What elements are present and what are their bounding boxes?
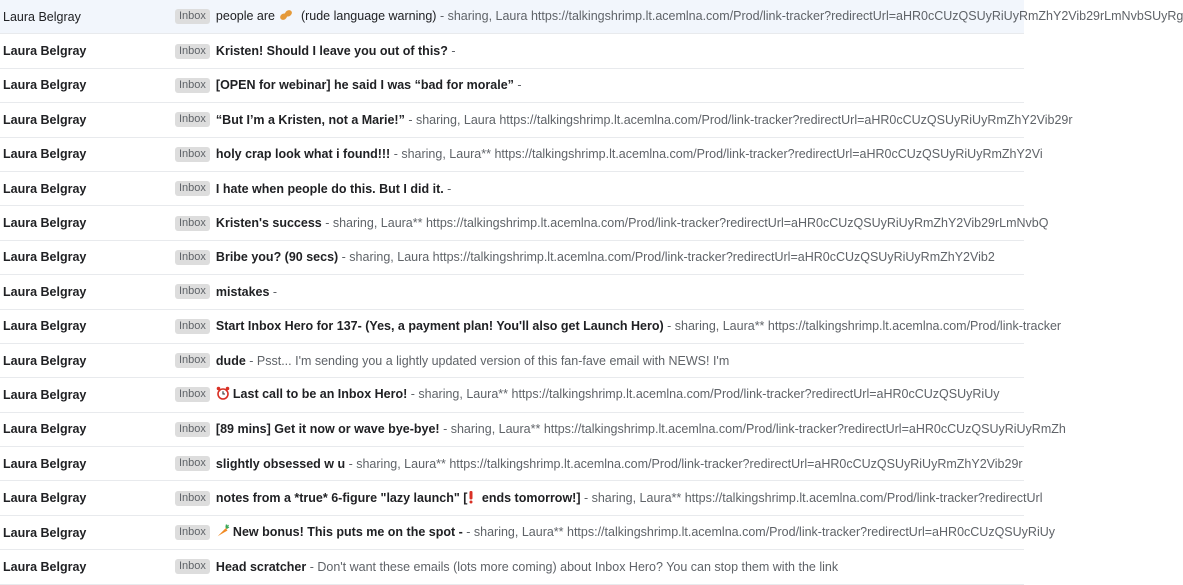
inbox-label-badge[interactable]: Inbox — [175, 525, 210, 540]
email-subject — [216, 78, 514, 92]
email-subject — [216, 250, 338, 264]
email-snippet: - sharing, Laura https://talkingshrimp.lt.acemlna.com/Prod/link-tracker?redirectUrl=aHR0cCUzQSUyRiUyRmZhY2Vib2 — [338, 250, 995, 265]
email-snippet: - sharing, Laura** https://talkingshrimp.lt.acemlna.com/Prod/link-tracker?redirectUrl — [580, 490, 1043, 505]
email-content — [175, 78, 988, 93]
email-snippet: - sharing, Laura** https://talkingshrimp.lt.acemlna.com/Prod/link-tracker?redirectUrl=aHR0cCUzQSUyRiUyRmZh — [439, 422, 1066, 437]
email-snippet: - sharing, Laura** https://talkingshrimp.lt.acemlna.com/Prod/link-tracker?redirectUrl=aHR0cCUzQSUyRiUyRmZhY2Vib29rLmNvbQ — [321, 216, 1049, 231]
email-subject — [216, 457, 345, 471]
inbox-label-badge[interactable]: Inbox — [175, 216, 210, 231]
email-text-line — [215, 490, 1043, 507]
email-sender: Laura Belgray — [3, 387, 87, 402]
email-subject — [216, 354, 246, 368]
email-content — [175, 44, 988, 59]
email-subject-text: slightly obsessed w u — [215, 456, 346, 471]
email-text-line — [215, 112, 1073, 127]
email-subject-text: dude — [215, 353, 246, 368]
email-content — [175, 456, 1023, 471]
email-subject-text: Kristen! Should I leave you out of this? — [215, 44, 448, 59]
email-text-line — [215, 147, 1043, 162]
email-text-line — [216, 386, 1000, 403]
email-snippet: - sharing, Laura** https://talkingshrimp.lt.acemlna.com/Prod/link-tracker — [663, 319, 1062, 334]
email-content — [175, 319, 1062, 334]
email-subject-text: New bonus! This puts me on the spot - — [232, 525, 463, 540]
email-subject — [216, 285, 270, 299]
email-subject — [216, 319, 664, 333]
email-text-line — [216, 524, 1055, 541]
email-subject-text: Bribe you? (90 secs) — [215, 250, 339, 265]
email-text-line — [216, 182, 451, 196]
email-text-line — [215, 250, 995, 265]
inbox-label-badge[interactable]: Inbox — [175, 181, 210, 196]
email-subject-text: Head scratcher — [215, 559, 307, 574]
inbox-label-badge[interactable]: Inbox — [175, 78, 210, 93]
email-row[interactable] — [0, 550, 1024, 584]
inbox-label-badge[interactable]: Inbox — [175, 147, 210, 162]
email-text-line — [215, 8, 1183, 25]
email-sender: Laura Belgray — [3, 181, 87, 196]
email-subject-end: ends tomorrow!] — [478, 490, 581, 505]
email-snippet: - sharing, Laura** https://talkingshrimp.lt.acemlna.com/Prod/link-tracker?redirectUrl=aHR0cCUzQSUyRiUyRmZhY2Vi — [390, 147, 1043, 162]
inbox-label-badge[interactable]: Inbox — [175, 250, 210, 265]
email-sender: Laura Belgray — [3, 456, 87, 471]
email-snippet: - — [443, 181, 452, 196]
email-snippet: - sharing, Laura** https://talkingshrimp.lt.acemlna.com/Prod/link-tracker?redirectUrl=aHR0cCUzQSUyRiUy — [462, 525, 1055, 540]
email-subject-text: Kristen's success — [215, 216, 322, 231]
email-subject — [216, 422, 440, 436]
email-row[interactable] — [0, 310, 1062, 344]
email-text-line — [215, 456, 1023, 471]
email-sender: Laura Belgray — [3, 559, 87, 574]
email-row[interactable] — [0, 34, 1024, 68]
email-sender: Laura Belgray — [3, 422, 87, 437]
email-subject-text: Start Inbox Hero for 137- (Yes, a payment plan! You'll also get Launch Hero) — [215, 319, 664, 334]
email-subject — [216, 147, 390, 161]
email-sender: Laura Belgray — [3, 284, 87, 299]
inbox-label-badge[interactable]: Inbox — [175, 44, 210, 59]
email-snippet: - sharing, Laura** https://talkingshrimp.lt.acemlna.com/Prod/link-tracker?redirectUrl=aHR0cCUzQSUyRiUy — [407, 387, 1000, 402]
peanut-icon — [278, 8, 294, 25]
email-content — [175, 524, 1055, 541]
email-subject — [216, 182, 444, 196]
email-text-line — [216, 560, 838, 574]
email-content — [175, 422, 1066, 437]
email-row[interactable] — [0, 241, 1024, 275]
inbox-label-badge[interactable]: Inbox — [175, 353, 210, 368]
email-row[interactable] — [0, 0, 1183, 34]
email-subject — [216, 387, 407, 401]
email-row[interactable] — [0, 378, 1024, 412]
inbox-label-badge[interactable]: Inbox — [175, 112, 210, 127]
exclamation-icon — [467, 490, 475, 507]
email-subject-start: people are — [215, 9, 279, 24]
email-content — [175, 8, 1183, 25]
email-subject — [216, 44, 448, 58]
email-sender: Laura Belgray — [3, 44, 87, 59]
email-row[interactable] — [0, 481, 1043, 515]
inbox-label-badge[interactable]: Inbox — [175, 456, 210, 471]
email-text-line — [215, 319, 1062, 334]
email-subject-text: [OPEN for webinar] he said I was “bad for morale” — [215, 78, 514, 93]
email-content — [175, 181, 988, 196]
email-sender: Laura Belgray — [3, 319, 87, 334]
email-snippet: - — [513, 78, 522, 93]
email-text-line — [216, 44, 456, 58]
email-subject — [216, 560, 306, 574]
email-snippet: - sharing, Laura https://talkingshrimp.lt.acemlna.com/Prod/link-tracker?redirectUrl=aHR0cCUzQSUyRiUyRmZhY2Vib29rLmNvbSUyRg — [436, 9, 1183, 24]
email-content — [175, 147, 1043, 162]
inbox-label-badge[interactable]: Inbox — [175, 387, 210, 402]
email-content — [175, 353, 988, 368]
email-sender: Laura Belgray — [3, 112, 87, 127]
email-text-line — [215, 216, 1049, 231]
email-snippet: - Don't want these emails (lots more coming) about Inbox Hero? You can stop them with the link — [306, 559, 839, 574]
email-content — [175, 386, 1000, 403]
email-content — [175, 284, 988, 299]
email-text-line — [216, 354, 729, 368]
email-snippet: - sharing, Laura** https://talkingshrimp.lt.acemlna.com/Prod/link-tracker?redirectUrl=aHR0cCUzQSUyRiUyRmZhY2Vib29r — [345, 456, 1023, 471]
inbox-label-badge[interactable]: Inbox — [175, 9, 210, 24]
email-subject-text: holy crap look what i found!!! — [215, 147, 391, 162]
email-row[interactable] — [0, 413, 1066, 447]
email-row[interactable] — [0, 516, 1055, 550]
email-content — [175, 490, 1043, 507]
email-subject — [216, 525, 463, 539]
email-subject — [216, 216, 322, 230]
email-content — [175, 250, 995, 265]
email-text-line — [216, 78, 522, 92]
email-text-line — [215, 422, 1066, 437]
email-snippet: - — [447, 44, 456, 59]
alarm-clock-icon — [216, 386, 230, 403]
inbox-label-badge[interactable]: Inbox — [175, 319, 210, 334]
email-subject — [216, 113, 405, 127]
email-sender: Laura Belgray — [3, 525, 87, 540]
email-subject-end: (rude language warning) — [297, 9, 437, 24]
email-content — [175, 112, 1073, 127]
email-sender: Laura Belgray — [3, 250, 87, 265]
email-row[interactable] — [0, 103, 1073, 137]
email-row[interactable] — [0, 69, 1024, 103]
inbox-label-badge[interactable]: Inbox — [175, 284, 210, 299]
email-row[interactable] — [0, 447, 1024, 481]
email-sender: Laura Belgray — [3, 216, 87, 231]
inbox-label-badge[interactable]: Inbox — [175, 491, 210, 506]
email-sender: Laura Belgray — [3, 491, 87, 506]
inbox-label-badge[interactable]: Inbox — [175, 422, 210, 437]
email-sender: Laura Belgray — [3, 9, 81, 24]
email-subject-text: [89 mins] Get it now or wave bye-bye! — [215, 422, 440, 437]
email-content — [175, 216, 1049, 231]
email-snippet: - Psst... I'm sending you a lightly updated version of this fan-fave email with NEWS! I'm — [245, 353, 730, 368]
email-sender: Laura Belgray — [3, 147, 87, 162]
email-subject — [216, 9, 437, 23]
email-sender: Laura Belgray — [3, 353, 87, 368]
email-subject-text: Last call to be an Inbox Hero! — [232, 387, 408, 402]
email-row[interactable] — [0, 138, 1043, 172]
email-row[interactable] — [0, 206, 1049, 240]
email-row[interactable] — [0, 275, 1024, 309]
email-subject-text: mistakes — [215, 284, 270, 299]
email-snippet: - — [269, 284, 278, 299]
email-subject-text: “But I’m a Kristen, not a Marie!” — [215, 112, 405, 127]
email-sender: Laura Belgray — [3, 78, 87, 93]
email-text-line — [216, 285, 277, 299]
email-row[interactable] — [0, 344, 1024, 378]
carrot-icon — [216, 524, 230, 541]
email-row[interactable] — [0, 172, 1024, 206]
email-subject-text: I hate when people do this. But I did it. — [215, 181, 444, 196]
email-snippet: - sharing, Laura https://talkingshrimp.lt.acemlna.com/Prod/link-tracker?redirectUrl=aHR0cCUzQSUyRiUyRmZhY2Vib29r — [404, 112, 1073, 127]
email-subject — [216, 491, 581, 505]
email-content — [175, 559, 988, 574]
inbox-label-badge[interactable]: Inbox — [175, 559, 210, 574]
email-subject-start: notes from a *true* 6-figure "lazy launch" [ — [215, 490, 468, 505]
